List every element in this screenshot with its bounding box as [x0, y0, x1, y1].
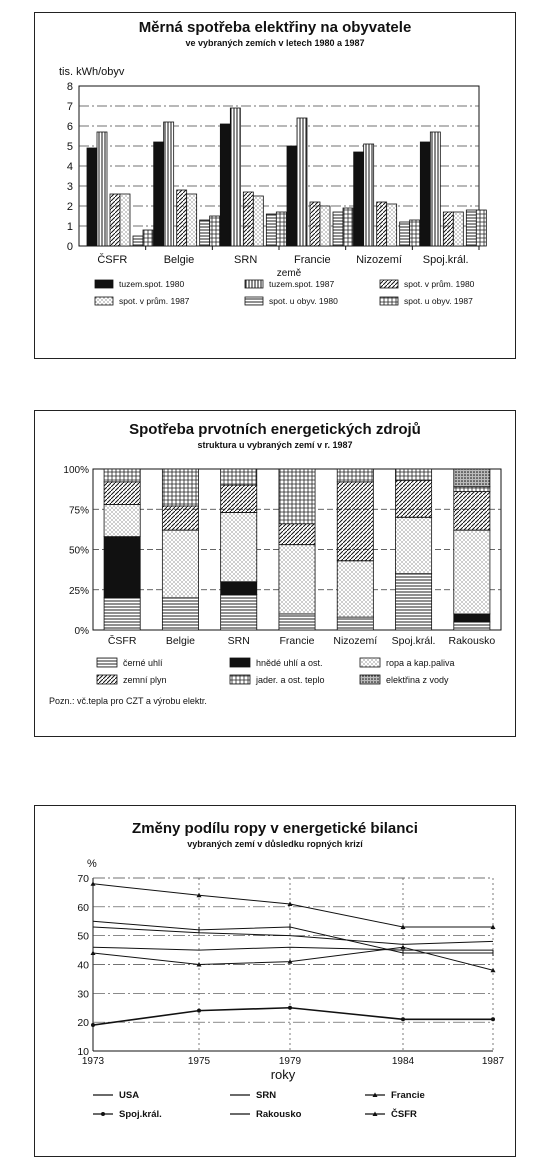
- chart2-bar-segment: [162, 506, 198, 530]
- chart3-svg: [35, 806, 515, 1156]
- chart2-bar-segment: [337, 561, 373, 617]
- chart3-ytick-label: 70: [77, 873, 89, 885]
- chart3-ytick-label: 50: [77, 930, 89, 943]
- chart2-bar-segment: [104, 504, 140, 536]
- chart1-ylabel: tis. kWh/obyv: [59, 66, 125, 78]
- chart1-legend-label: spot. u obyv. 1987: [404, 296, 473, 306]
- chart2-svg: [35, 411, 515, 736]
- chart1-bar: [187, 194, 197, 246]
- chart1-bar: [364, 144, 374, 246]
- chart2-bar-segment: [221, 512, 257, 581]
- chart2-bar-segment: [221, 485, 257, 512]
- chart2-legend-label: černé uhlí: [123, 658, 163, 668]
- chart2-ytick-label: 25%: [68, 585, 89, 597]
- chart1-ytick-label: 4: [66, 161, 73, 173]
- chart2-category-label: Rakousko: [448, 635, 496, 647]
- chart2-legend-swatch: [97, 658, 117, 667]
- chart2-bar-segment: [221, 582, 257, 595]
- chart2-legend-label: ropa a kap.paliva: [386, 658, 455, 668]
- chart2-category-label: Belgie: [165, 635, 196, 647]
- chart1-bar: [253, 196, 263, 246]
- chart2-category-label: Nizozemí: [333, 635, 378, 647]
- chart3-ytick-label: 40: [77, 959, 89, 972]
- chart3-ytick-label: 20: [77, 1017, 89, 1030]
- chart1-ytick-label: 8: [66, 81, 73, 93]
- chart1-ytick-label: 6: [66, 121, 73, 133]
- chart1-bar: [120, 194, 130, 246]
- chart3-ytick-label: 30: [77, 988, 89, 1001]
- chart1-category-label: SRN: [234, 254, 258, 266]
- chart1-bar: [143, 230, 153, 246]
- chart2-bar-segment: [454, 614, 490, 622]
- chart1-bar: [243, 192, 253, 246]
- chart3-ytick-label: 60: [77, 901, 89, 914]
- chart1-ytick-label: 1: [66, 221, 73, 233]
- chart2-bar-segment: [104, 482, 140, 505]
- chart2-legend-swatch: [97, 675, 117, 684]
- chart1-bar: [87, 148, 97, 246]
- chart2-ytick-label: 100%: [63, 465, 89, 476]
- chart1-bar: [377, 202, 387, 246]
- chart1-ytick-label: 7: [66, 101, 73, 113]
- chart2-bar-segment: [279, 545, 315, 614]
- chart3-point: [288, 1006, 292, 1010]
- chart1-legend-label: spot. v prům. 1980: [404, 279, 475, 289]
- chart3-xtick-label: 1984: [391, 1056, 415, 1067]
- chart1-bar: [276, 212, 286, 246]
- chart2-bar-segment: [396, 574, 432, 630]
- chart1-bar: [420, 142, 430, 246]
- chart1-legend-swatch: [95, 297, 113, 305]
- chart2-legend-label: jader. a ost. teplo: [256, 675, 325, 685]
- chart2-bar-segment: [396, 517, 432, 573]
- chart1-bar: [210, 216, 220, 246]
- chart1-category-label: Belgie: [163, 254, 195, 266]
- chart2-bar-segment: [279, 614, 315, 630]
- chart1-bar: [154, 142, 164, 246]
- chart1-bar: [266, 214, 276, 246]
- chart1-legend-label: tuzem.spot. 1980: [119, 279, 185, 289]
- chart2-bar-segment: [104, 537, 140, 598]
- chart3-legend-label: Spoj.král.: [119, 1109, 162, 1120]
- chart3-title: Změny podílu ropy v energetické bilanci: [132, 820, 418, 837]
- chart3-point: [401, 1017, 405, 1021]
- chart2-legend-label: zemní plyn: [123, 675, 167, 685]
- chart3-series-line: [93, 884, 493, 927]
- chart2-bar-segment: [454, 530, 490, 614]
- chart3-xtick-label: 1975: [187, 1056, 211, 1067]
- chart2-bar-segment: [454, 622, 490, 630]
- chart2-bar-segment: [454, 492, 490, 531]
- chart1-bar: [97, 132, 107, 246]
- chart1-legend-swatch: [245, 280, 263, 288]
- chart2-ytick-label: 0%: [74, 626, 89, 637]
- chart2-bar-segment: [104, 469, 140, 482]
- chart2-bar-segment: [454, 487, 490, 492]
- chart2-bar-segment: [454, 469, 490, 487]
- chart3-legend-label: USA: [119, 1090, 140, 1101]
- chart1-bar: [133, 236, 143, 246]
- chart3-point: [91, 1023, 95, 1027]
- chart1-bar: [354, 152, 364, 246]
- chart1-bar: [230, 108, 240, 246]
- chart2-legend-swatch: [230, 658, 250, 667]
- chart3-ytick-label: 10: [77, 1046, 89, 1058]
- chart1-legend-swatch: [380, 280, 398, 288]
- chart1-legend-swatch: [95, 280, 113, 288]
- chart1-bar: [466, 210, 476, 246]
- chart2-bar-segment: [279, 469, 315, 524]
- chart2-note: Pozn.: vč.tepla pro CZT a výrobu elektr.: [49, 696, 207, 706]
- chart1-category-label: ČSFR: [97, 254, 128, 266]
- chart3-xtick-label: 1979: [278, 1056, 302, 1067]
- chart3-ylabel: %: [87, 858, 97, 870]
- chart2-bar-segment: [221, 595, 257, 630]
- chart1-bar: [297, 118, 307, 246]
- chart1-svg: [35, 13, 515, 358]
- chart1-bar: [110, 194, 120, 246]
- chart1-legend-label: spot. u obyv. 1980: [269, 296, 338, 306]
- chart2-bar-segment: [337, 617, 373, 630]
- chart2-title: Spotřeba prvotních energetických zdrojů: [129, 421, 421, 438]
- chart1-bar: [200, 220, 210, 246]
- chart3-series-line: [93, 947, 493, 970]
- chart1-bar: [387, 204, 397, 246]
- chart2-bar-segment: [221, 469, 257, 485]
- chart1-bar: [164, 122, 174, 246]
- chart2-bar-segment: [337, 469, 373, 482]
- chart3-legend-marker: [101, 1112, 105, 1116]
- chart2-frame: [34, 410, 516, 737]
- chart2-legend-swatch: [230, 675, 250, 684]
- chart2-bar-segment: [162, 598, 198, 630]
- chart1-title: Měrná spotřeba elektřiny na obyvatele: [138, 19, 412, 36]
- chart2-ytick-label: 50%: [68, 545, 89, 557]
- chart3-frame: [34, 805, 516, 1157]
- chart2-bar-segment: [279, 524, 315, 545]
- chart1-legend-label: spot. v prům. 1987: [119, 296, 190, 306]
- chart3-legend-label: ČSFR: [391, 1109, 417, 1120]
- chart2-category-label: SRN: [227, 635, 250, 647]
- chart2-bar-segment: [396, 469, 432, 480]
- chart1-bar: [410, 220, 420, 246]
- chart1-subtitle: ve vybraných zemích v letech 1980 a 1987: [185, 38, 365, 48]
- chart3-series-line: [93, 921, 493, 953]
- chart2-legend-label: hnědé uhlí a ost.: [256, 658, 323, 668]
- chart1-bar: [430, 132, 440, 246]
- chart1-bar: [310, 202, 320, 246]
- chart1-ytick-label: 0: [66, 241, 73, 253]
- chart1-category-label: Francie: [293, 254, 331, 266]
- chart3-subtitle: vybraných zemí v důsledku ropných krizí: [187, 839, 363, 849]
- chart3-xtick-label: 1973: [81, 1056, 105, 1067]
- chart1-legend-label: tuzem.spot. 1987: [269, 279, 335, 289]
- chart1-bar: [443, 212, 453, 246]
- chart1-ytick-label: 3: [66, 181, 73, 193]
- chart2-bar-segment: [396, 480, 432, 517]
- chart2-legend-swatch: [360, 658, 380, 667]
- chart2-category-label: ČSFR: [107, 635, 137, 647]
- chart2-bar-segment: [104, 598, 140, 630]
- chart2-category-label: Francie: [279, 635, 315, 647]
- chart2-ytick-label: 75%: [68, 505, 89, 517]
- chart1-ytick-label: 5: [66, 141, 73, 153]
- chart2-legend-swatch: [360, 675, 380, 684]
- chart3-legend-label: Francie: [391, 1090, 425, 1101]
- chart2-legend-label: elektřina z vody: [386, 675, 449, 685]
- chart1-bar: [400, 222, 410, 246]
- chart1-legend-swatch: [245, 297, 263, 305]
- chart1-bar: [177, 190, 187, 246]
- chart1-xlabel: země: [276, 268, 302, 279]
- chart1-frame: [34, 12, 516, 359]
- chart2-bar-segment: [162, 530, 198, 598]
- chart1-bar: [343, 208, 353, 246]
- chart1-category-label: Spoj.král.: [422, 254, 469, 266]
- chart3-xlabel: roky: [270, 1067, 296, 1082]
- chart2-bar-segment: [162, 469, 198, 506]
- chart1-bar: [287, 146, 297, 246]
- chart1-ytick-label: 2: [66, 201, 73, 213]
- chart3-point: [491, 1017, 495, 1021]
- chart1-bar: [476, 210, 486, 246]
- chart1-bar: [453, 212, 463, 246]
- chart2-subtitle: struktura u vybraných zemí v r. 1987: [197, 440, 353, 450]
- chart3-series-line: [93, 947, 493, 950]
- chart1-bar: [333, 212, 343, 246]
- chart1-category-label: Nizozemí: [356, 254, 402, 266]
- chart1-legend-swatch: [380, 297, 398, 305]
- chart2-bar-segment: [337, 482, 373, 561]
- chart3-legend-label: SRN: [256, 1090, 277, 1101]
- chart1-bar: [320, 206, 330, 246]
- chart1-bar: [220, 124, 230, 246]
- chart2-category-label: Spoj.král.: [391, 635, 436, 647]
- chart3-xtick-label: 1987: [481, 1056, 505, 1067]
- chart3-legend-label: Rakousko: [256, 1109, 302, 1120]
- chart3-point: [197, 1009, 201, 1013]
